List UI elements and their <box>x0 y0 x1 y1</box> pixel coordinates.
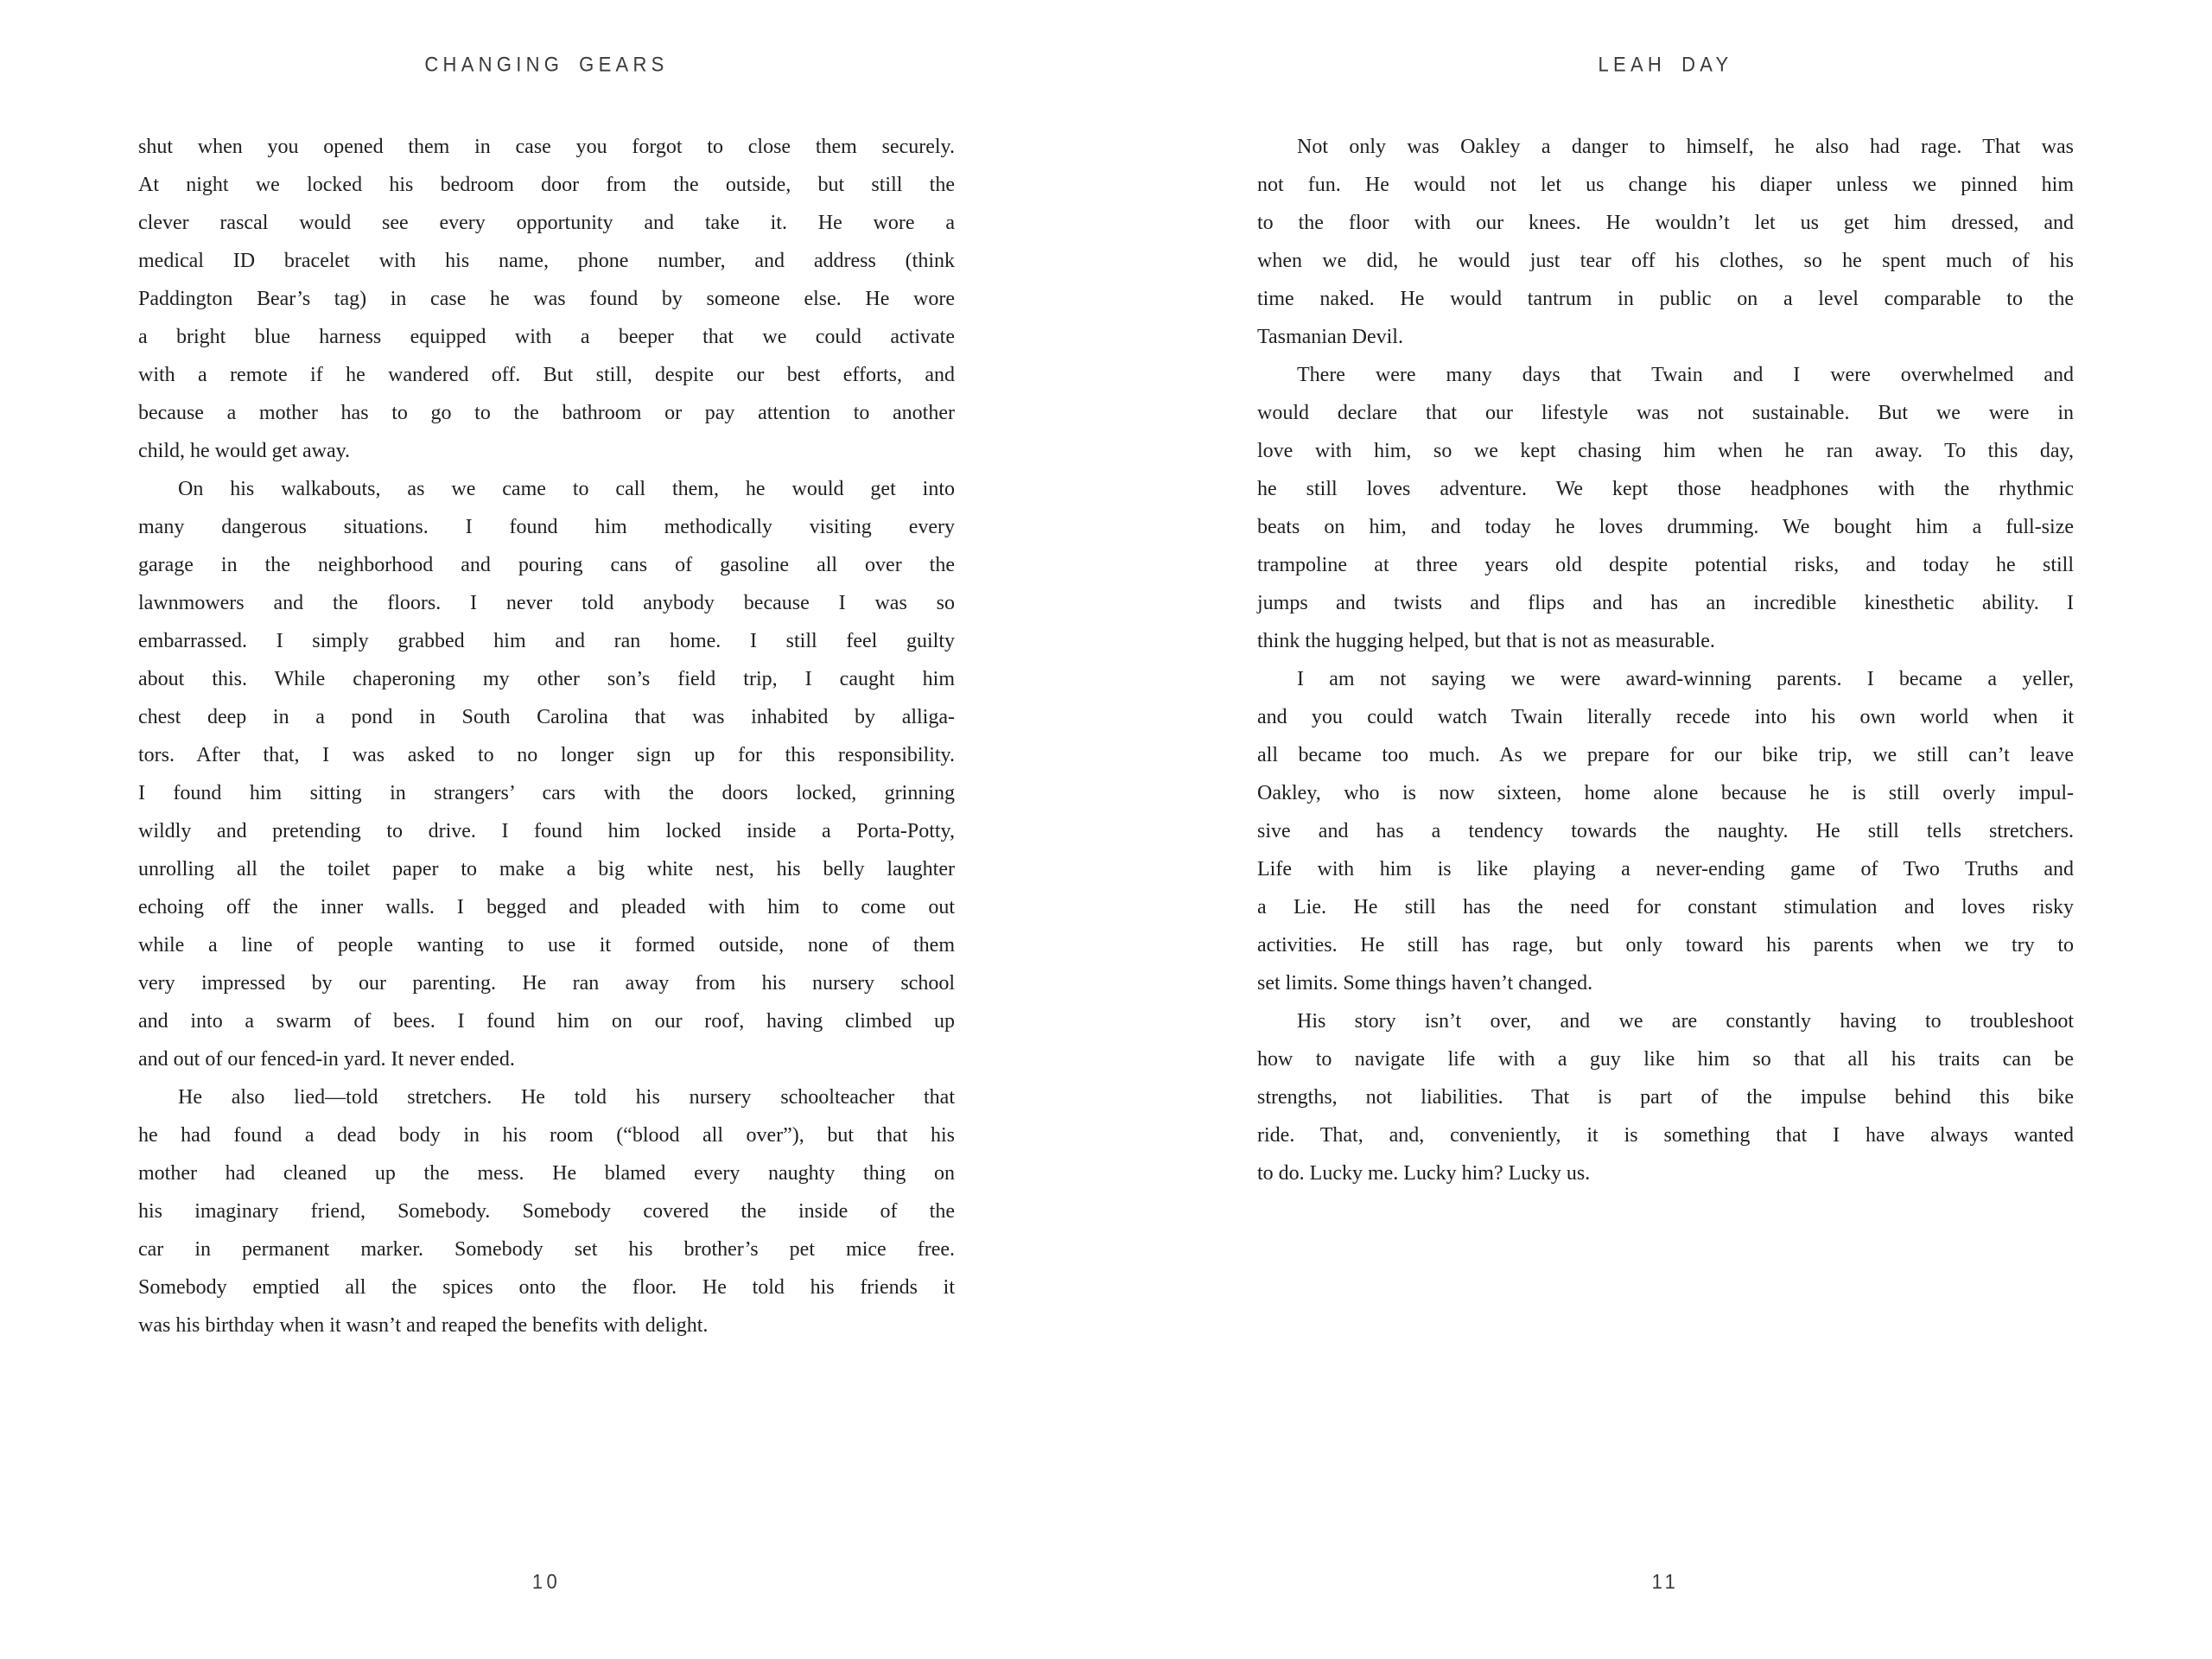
page-body-right <box>1257 128 2074 1192</box>
text-line: unrolling all the toilet paper to make a big white nest, his belly laughter <box>138 858 955 880</box>
running-header-right: LEAH DAY <box>1598 52 1733 76</box>
text-line: beats on him, and today he loves drumming. We bought him a full-size <box>1257 516 2074 538</box>
text-line: his imaginary friend, Somebody. Somebody covered the inside of the <box>138 1200 955 1223</box>
text-line: time naked. He would tantrum in public on a level comparable to the <box>1257 288 2074 310</box>
text-line: and you could watch Twain literally recede into his own world when it <box>1257 706 2074 728</box>
text-line: to do. Lucky me. Lucky him? Lucky us. <box>1257 1162 1591 1185</box>
text-line: On his walkabouts, as we came to call them, he would get into <box>178 478 955 500</box>
text-line: There were many days that Twain and I were overwhelmed and <box>1297 364 2074 386</box>
text-line: he had found a dead body in his room (“blood all over”), but that his <box>138 1124 955 1147</box>
text-line: all became too much. As we prepare for our bike trip, we still can’t leave <box>1257 744 2074 766</box>
text-line: jumps and twists and flips and has an incredible kinesthetic ability. I <box>1257 592 2074 614</box>
text-line: Paddington Bear’s tag) in case he was found by someone else. He wore <box>138 288 955 310</box>
page-number-right: 11 <box>1651 1569 1680 1593</box>
text-line: car in permanent marker. Somebody set his brother’s pet mice free. <box>138 1238 955 1261</box>
text-line: shut when you opened them in case you forgot to close them securely. <box>138 136 955 158</box>
text-line: with a remote if he wandered off. But still, despite our best efforts, and <box>138 364 955 386</box>
text-line: a Lie. He still has the need for constant stimulation and loves risky <box>1257 896 2074 918</box>
text-line: because a mother has to go to the bathroom or pay attention to another <box>138 402 955 424</box>
text-line: set limits. Some things haven’t changed. <box>1257 972 1593 995</box>
page-right <box>1106 0 2212 1659</box>
text-line: Not only was Oakley a danger to himself, he also had rage. That was <box>1297 136 2074 158</box>
text-line: Oakley, who is now sixteen, home alone because he is still overly impul- <box>1257 782 2074 804</box>
text-line: he still loves adventure. We kept those headphones with the rhythmic <box>1257 478 2074 500</box>
text-line: medical ID bracelet with his name, phone number, and address (think <box>138 250 955 272</box>
text-line: very impressed by our parenting. He ran away from his nursery school <box>138 972 955 995</box>
text-line: would declare that our lifestyle was not sustainable. But we were in <box>1257 402 2074 424</box>
text-line: and out of our fenced-in yard. It never ended. <box>138 1048 515 1071</box>
text-line: chest deep in a pond in South Carolina that was inhabited by alliga- <box>138 706 955 728</box>
text-line: not fun. He would not let us change his diaper unless we pinned him <box>1257 174 2074 196</box>
text-line: At night we locked his bedroom door from the outside, but still the <box>138 174 955 196</box>
page-number-left: 10 <box>531 1569 562 1593</box>
text-line: Somebody emptied all the spices onto the floor. He told his friends it <box>138 1276 955 1299</box>
text-line: I found him sitting in strangers’ cars with the doors locked, grinning <box>138 782 955 804</box>
text-line: echoing off the inner walls. I begged and pleaded with him to come out <box>138 896 955 918</box>
text-line: when we did, he would just tear off his clothes, so he spent much of his <box>1257 250 2074 272</box>
text-line: mother had cleaned up the mess. He blamed every naughty thing on <box>138 1162 955 1185</box>
text-line: to the floor with our knees. He wouldn’t let us get him dressed, and <box>1257 212 2074 234</box>
running-header-left: CHANGING GEARS <box>424 52 669 76</box>
text-line: many dangerous situations. I found him methodically visiting every <box>138 516 955 538</box>
text-line: and into a swarm of bees. I found him on our roof, having climbed up <box>138 1010 955 1033</box>
text-line: how to navigate life with a guy like him so that all his traits can be <box>1257 1048 2074 1071</box>
text-line: He also lied—told stretchers. He told his nursery schoolteacher that <box>178 1086 955 1109</box>
text-line: a bright blue harness equipped with a beeper that we could activate <box>138 326 955 348</box>
text-line: Life with him is like playing a never-ending game of Two Truths and <box>1257 858 2074 880</box>
text-line: was his birthday when it wasn’t and reaped the benefits with delight. <box>138 1314 709 1337</box>
text-line: think the hugging helped, but that is not as measurable. <box>1257 630 1715 652</box>
text-line: strengths, not liabilities. That is part of the impulse behind this bike <box>1257 1086 2074 1109</box>
text-line: wildly and pretending to drive. I found him locked inside a Porta-Potty, <box>138 820 955 842</box>
text-line: about this. While chaperoning my other son’s field trip, I caught him <box>138 668 955 690</box>
text-line: embarrassed. I simply grabbed him and ran home. I still feel guilty <box>138 630 955 652</box>
text-line: clever rascal would see every opportunity and take it. He wore a <box>138 212 955 234</box>
text-line: love with him, so we kept chasing him when he ran away. To this day, <box>1257 440 2074 462</box>
text-line: His story isn’t over, and we are constantly having to troubleshoot <box>1297 1010 2074 1033</box>
text-line: I am not saying we were award-winning parents. I became a yeller, <box>1297 668 2074 690</box>
text-line: Tasmanian Devil. <box>1257 326 1403 348</box>
text-line: ride. That, and, conveniently, it is something that I have always wanted <box>1257 1124 2074 1147</box>
text-line: child, he would get away. <box>138 440 351 462</box>
text-line: while a line of people wanting to use it formed outside, none of them <box>138 934 955 957</box>
text-line: sive and has a tendency towards the naughty. He still tells stretchers. <box>1257 820 2074 842</box>
text-line: activities. He still has rage, but only toward his parents when we try to <box>1257 934 2074 957</box>
text-line: trampoline at three years old despite potential risks, and today he still <box>1257 554 2074 576</box>
text-line: tors. After that, I was asked to no longer sign up for this responsibility. <box>138 744 955 766</box>
text-line: lawnmowers and the floors. I never told anybody because I was so <box>138 592 955 614</box>
text-line: garage in the neighborhood and pouring cans of gasoline all over the <box>138 554 955 576</box>
page-body-left <box>138 128 955 1344</box>
